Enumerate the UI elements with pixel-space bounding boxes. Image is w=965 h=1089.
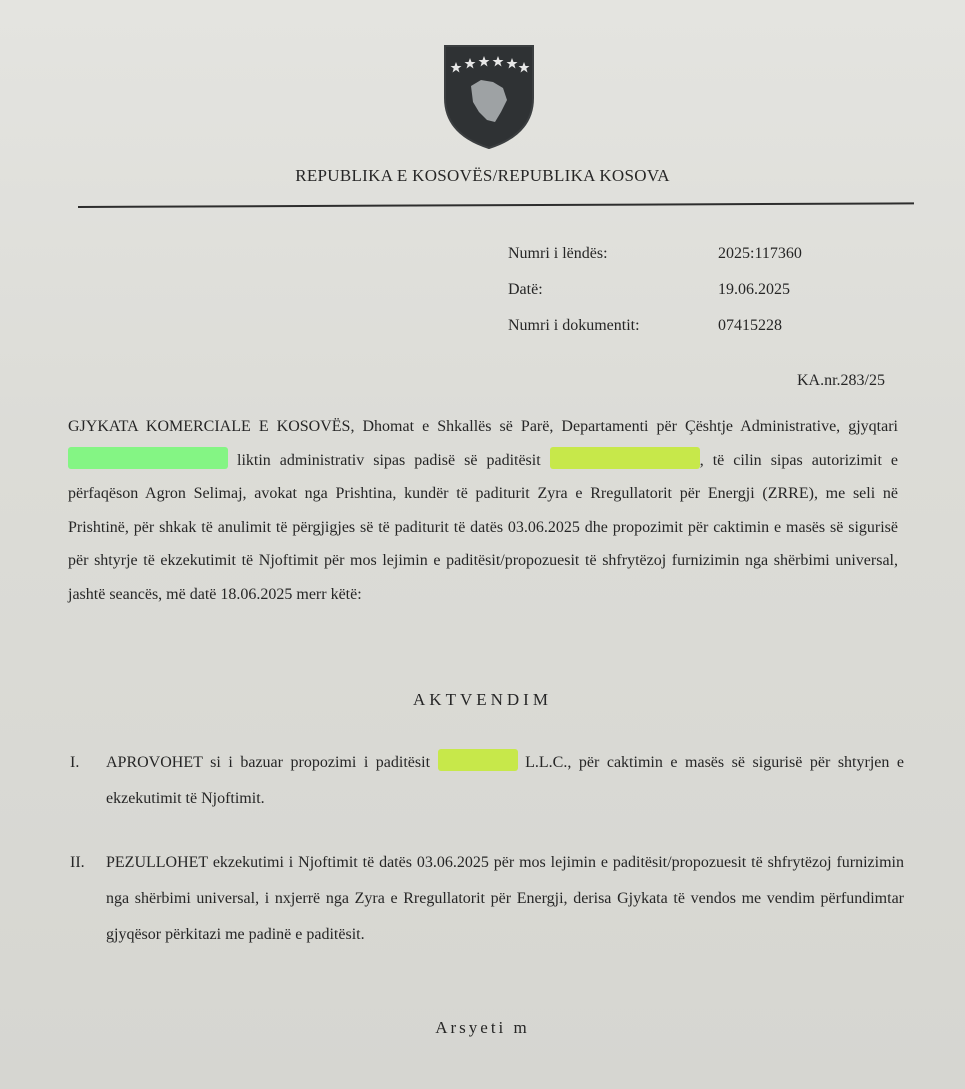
case-reference: KA.nr.283/25 [797, 372, 885, 389]
case-metadata [508, 236, 802, 344]
meta-key: Numri i dokumentit: [508, 317, 640, 334]
document-number: 07415228 [718, 317, 782, 334]
meta-key: Datë: [508, 281, 543, 298]
decision-item-1 [70, 745, 904, 817]
redaction-mark [550, 447, 700, 469]
item-text: PEZULLOHET ekzekutimi i Njoftimit të datës 03.06.2025 për mos lejimin e paditësit/propozuesit të shfrytëzoj furnizimin nga shërbimi universal, i nxjerrë nga Zyra e Rregullatorit për Energji, derisa Gjykata të vendos me vendim përfundimtar gjyqësor përkitazi me padinë e paditësit. [106, 854, 904, 943]
item-number: II. [70, 854, 85, 871]
document-date: 19.06.2025 [718, 281, 790, 298]
redaction-mark [68, 447, 228, 469]
header-rule [78, 202, 914, 208]
item-text-part-1: APROVOHET si i bazuar propozimi i paditësit [106, 754, 438, 771]
meta-row-case-number [508, 236, 802, 272]
reasoning-heading: Arsyeti m [435, 1018, 530, 1037]
meta-key: Numri i lëndës: [508, 245, 608, 262]
decision-item-2 [70, 845, 904, 953]
kosovo-coat-of-arms-icon [441, 42, 537, 150]
meta-row-date [508, 272, 802, 308]
redaction-mark [438, 749, 518, 771]
item-text-part-2: L.L.C., për caktimin e masës së sigurisë për shtyrjen e ekzekutimit të Njoftimit. [106, 754, 905, 807]
decision-heading: AKTVENDIM [413, 690, 552, 709]
item-number: I. [70, 754, 80, 771]
intro-text-1: GJYKATA KOMERCIALE E KOSOVËS, Dhomat e Shkallës së Parë, Departamenti për Çështje Administrative, gjyqtari [68, 418, 898, 435]
intro-paragraph [68, 410, 898, 611]
meta-row-document-number [508, 308, 802, 344]
intro-text-3: , të cilin sipas autorizimit e përfaqëson Agron Selimaj, avokat nga Prishtina, kundër të paditurit Zyra e Rregullatorit për Energji (ZRRE), me seli në Prishtinë, për shkak të anulimit të përgjigjes së të paditurit të datës 03.06.2025 dhe propozimit për caktimin e masës së sigurisë për shtyrje të ekzekutimit të Njoftimit për mos lejimin e paditësit/propozuesit të shfrytëzoj furnizimin nga shërbimi universal, jashtë seancës, më datë 18.06.2025 merr këtë: [68, 451, 899, 603]
country-title: REPUBLIKA E KOSOVËS/REPUBLIKA KOSOVA [295, 166, 670, 185]
case-number: 2025:117360 [718, 245, 802, 262]
intro-text-2: liktin administrativ sipas padisë së paditësit [237, 451, 550, 469]
item-text [106, 745, 904, 817]
